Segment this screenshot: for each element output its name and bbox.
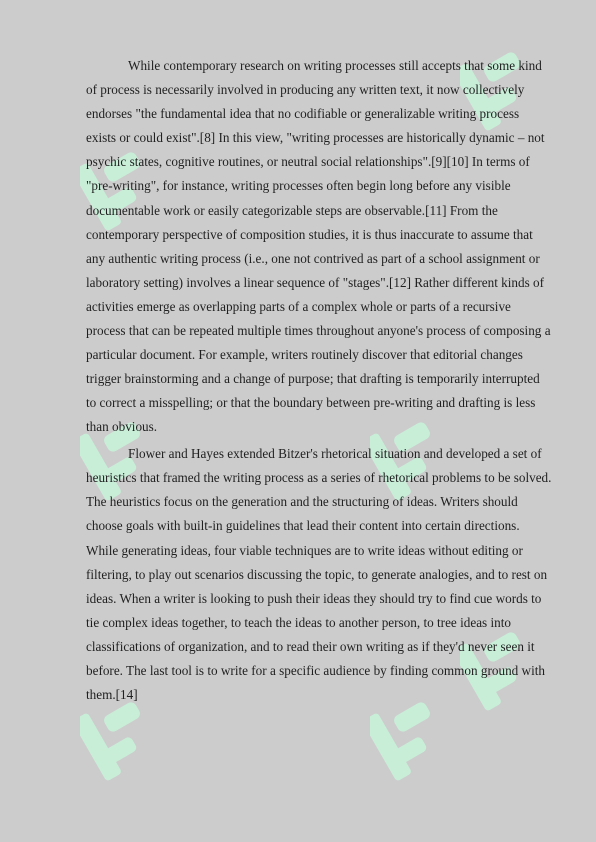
- document-body: [86, 54, 552, 707]
- paragraph: While contemporary research on writing processes still accepts that some kind of process is necessarily involved in producing any written text, it now collectively endorses "the fundamental idea that no codifiable or generalizable writing process exists or could exist".[8] In this view, "writing processes are historically dynamic – not psychic states, cognitive routines, or neutral social relationships".[9][10] In terms of "pre-writing", for instance, writing processes often begin long before any visible documentable work or easily categorizable steps are observable.[11] From the contemporary perspective of composition studies, it is thus inaccurate to assume that any authentic writing process (i.e., one not contrived as part of a school assignment or laboratory setting) involves a linear sequence of "stages".[12] Rather different kinds of activities emerge as overlapping parts of a complex whole or parts of a recursive process that can be repeated multiple times throughout anyone's process of composing a particular document. For example, writers routinely discover that editorial changes trigger brainstorming and a change of purpose; that drafting is temporarily interrupted to correct a misspelling; or that the boundary between pre-writing and drafting is less than obvious.: [86, 58, 551, 435]
- paragraph: Flower and Hayes extended Bitzer's rhetorical situation and developed a set of heuristics that framed the writing process as a series of rhetorical problems to be solved. The heuristics focus on the generation and the structuring of ideas. Writers should choose goals with built-in guidelines that lead their content into certain directions. While generating ideas, four viable techniques are to write ideas without editing or filtering, to play out scenarios discussing the topic, to generate analogies, and to rest on ideas. When a writer is looking to push their ideas they should try to find cue words to tie complex ideas together, to teach the ideas to another person, to tree ideas into classifications of organization, and to read their own writing as if they'd never seen it before. The last tool is to write for a specific audience by finding common ground with them.[14]: [86, 446, 552, 703]
